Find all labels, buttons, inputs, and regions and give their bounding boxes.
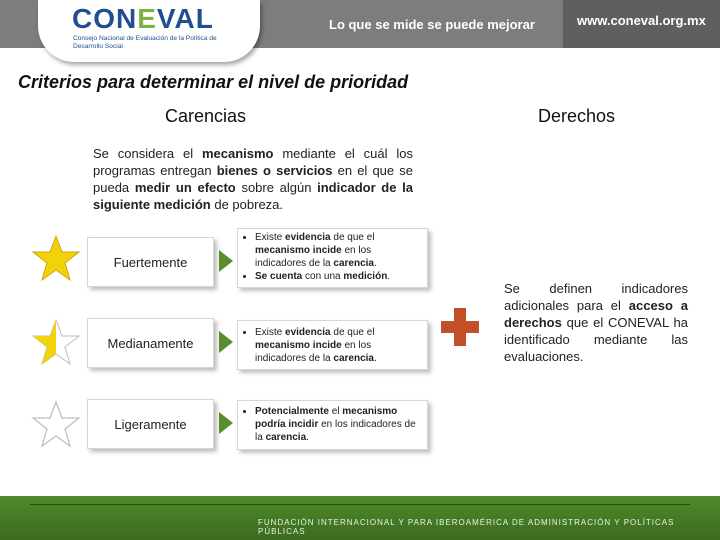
empty-star-icon	[31, 400, 81, 448]
footer-text: FUNDACIÓN INTERNACIONAL Y PARA IBEROAMÉRICA DE ADMINISTRACIÓN Y POLÍTICAS PÚBLICAS	[258, 518, 675, 536]
derechos-description: Se definen indicadores adicionales para el acceso a derechos que el CONEVAL ha identificado mediante las evaluaciones.	[504, 281, 688, 364]
plus-icon	[441, 308, 479, 346]
description-medianamente	[237, 320, 428, 370]
list-item: • Existe evidencia de que el mecanismo incide en los indicadores de la carencia.	[255, 231, 421, 270]
level-ligeramente: Ligeramente	[87, 399, 214, 449]
column-heading-derechos: Derechos	[538, 106, 616, 126]
arrow-right-icon	[219, 412, 233, 434]
description-ligeramente	[237, 400, 428, 450]
half-star-icon	[31, 318, 81, 366]
logo	[38, 0, 260, 62]
logo-wordmark: CONEVAL	[72, 3, 214, 34]
page-title: Criterios para determinar el nivel de prioridad	[18, 72, 409, 92]
level-fuertemente: Fuertemente	[87, 237, 214, 287]
logo-subtitle: Consejo Nacional de Evaluación de la Política de Desarrollo Social	[73, 35, 217, 50]
header	[0, 0, 720, 68]
arrow-right-icon	[219, 250, 233, 272]
full-star-icon	[31, 234, 81, 282]
description-fuertemente	[237, 228, 428, 288]
footer-divider	[30, 504, 690, 505]
arrow-right-icon	[219, 331, 233, 353]
list-item: • Potencialmente el mecanismo podría incidir en los indicadores de la carencia.	[255, 405, 421, 444]
list-item: • Existe evidencia de que el mecanismo incide en los indicadores de la carencia.	[255, 326, 421, 365]
list-item: • Se cuenta con una medición.	[255, 270, 421, 283]
column-heading-carencias: Carencias	[165, 106, 247, 126]
site-url[interactable]: www.coneval.org.mx	[577, 13, 706, 28]
carencias-description: Se considera el mecanismo mediante el cuál los programas entregan bienes o servicios en el que se pueda medir un efecto sobre algún indicador de la siguiente medición de pobreza.	[93, 146, 413, 212]
slogan: Lo que se mide se puede mejorar	[329, 17, 535, 32]
level-medianamente: Medianamente	[87, 318, 214, 368]
